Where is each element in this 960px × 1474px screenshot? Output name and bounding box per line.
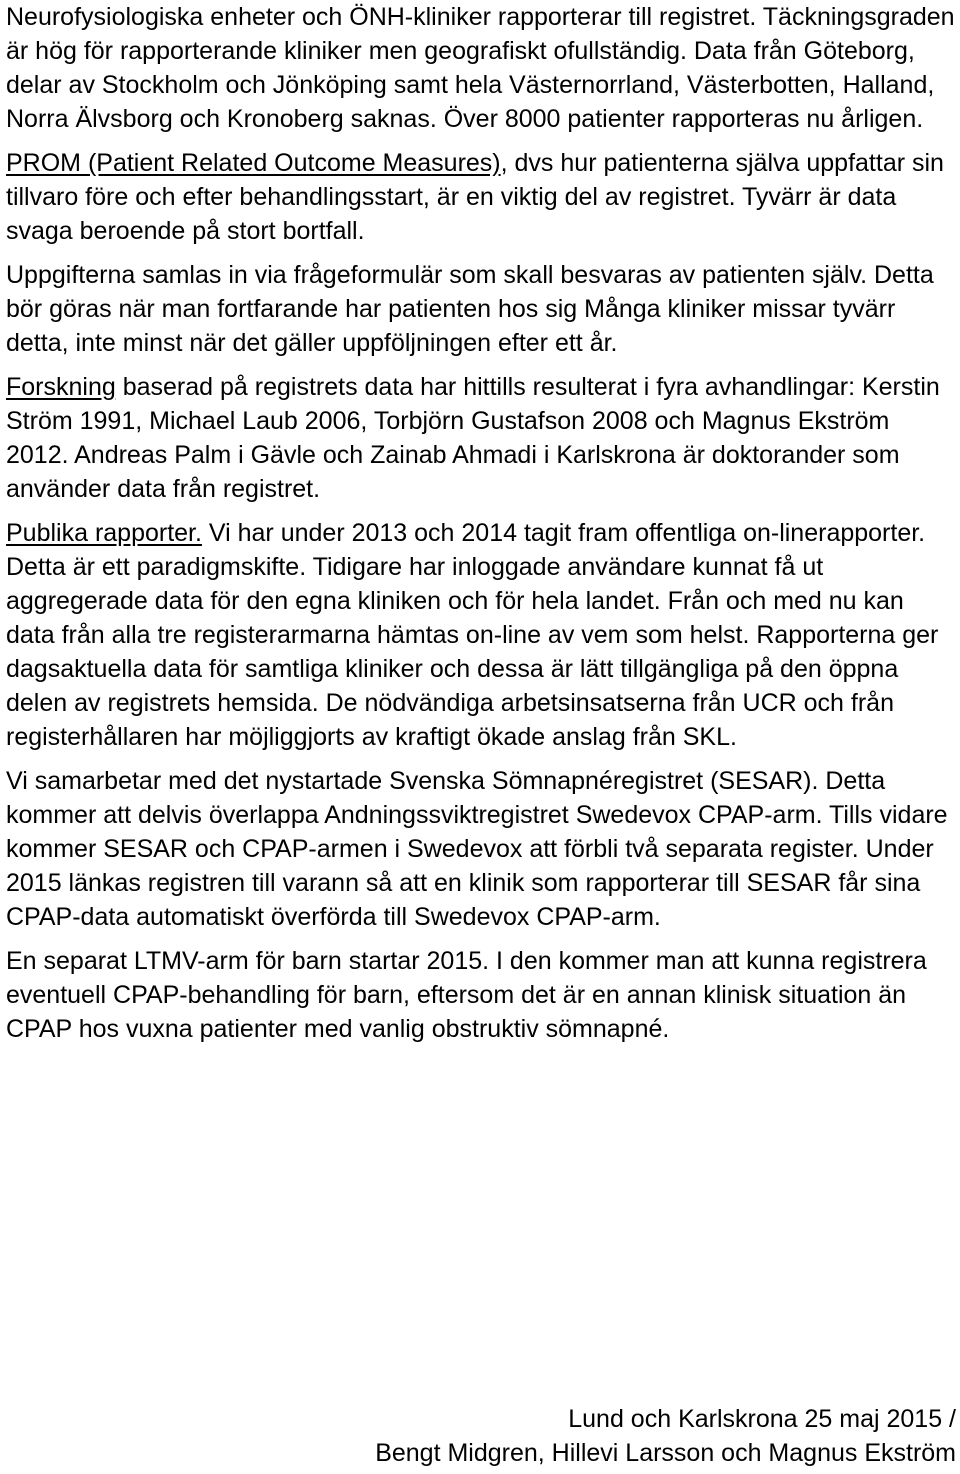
paragraph-sesar <box>6 764 956 934</box>
paragraph-text: Neurofysiologiska enheter och ÖNH-kliniker rapporterar till registret. Täckningsgraden är hög för rapporterande kliniker men geografiskt ofullständig. Data från Göteborg, delar av Stockholm och Jönköping samt hela Västernorrland, Västerbotten, Halland, Norra Älvsborg och Kronoberg saknas. Över 8000 patienter rapporteras nu årligen. <box>6 3 955 133</box>
paragraph-ltmv <box>6 944 956 1046</box>
document-body <box>6 0 956 1056</box>
paragraph-text: Uppgifterna samlas in via frågeformulär som skall besvaras av patienten själv. Detta bör göras när man fortfarande har patienten hos sig Många kliniker missar tyvärr detta, inte minst när det gäller uppföljningen efter ett år. <box>6 261 934 357</box>
paragraph-text: Vi har under 2013 och 2014 tagit fram offentliga on-linerapporter. Detta är ett paradigmskifte. Tidigare har inloggade användare kunnat få ut aggregerade data för den egna kliniken och för hela landet. Från och med nu kan data från alla tre registerarmarna hämtas on-line av vem som helst. Rapporterna ger dagsaktuella data för samtliga kliniker och dessa är lätt tillgängliga på den öppna delen av registrets hemsida. De nödvändiga arbetsinsatserna från UCR och från registerhållaren har möjliggjorts av kraftigt ökade anslag från SKL. <box>6 519 939 751</box>
prom-link[interactable]: PROM (Patient Related Outcome Measures) <box>6 149 501 177</box>
research-link[interactable]: Forskning <box>6 373 116 401</box>
paragraph-questionnaire <box>6 258 956 360</box>
public-reports-link[interactable]: Publika rapporter. <box>6 519 202 547</box>
paragraph-coverage <box>6 0 956 136</box>
paragraph-prom <box>6 146 956 248</box>
signature-place-date: Lund och Karlskrona 25 maj 2015 / <box>568 1405 956 1433</box>
paragraph-research <box>6 370 956 506</box>
paragraph-text: Vi samarbetar med det nystartade Svenska Sömnapnéregistret (SESAR). Detta kommer att delvis överlappa Andningssviktregistret Swedevox CPAP-arm. Tills vidare kommer SESAR och CPAP-armen i Swedevox att förbli två separata register. Under 2015 länkas registren till varann så att en klinik som rapporterar till SESAR får sina CPAP-data automatiskt överförda till Swedevox CPAP-arm. <box>6 767 948 931</box>
paragraph-text: , dvs hur patienterna själva uppfattar sin tillvaro före och efter behandlingsstart, är en viktig del av registret. Tyvärr är data svaga beroende på stort bortfall. <box>6 149 944 245</box>
paragraph-public-reports <box>6 516 956 754</box>
signature-authors: Bengt Midgren, Hillevi Larsson och Magnus Ekström <box>375 1439 956 1467</box>
paragraph-text: En separat LTMV-arm för barn startar 2015. I den kommer man att kunna registrera eventuell CPAP-behandling för barn, eftersom det är en annan klinisk situation än CPAP hos vuxna patienter med vanlig obstruktiv sömnapné. <box>6 947 927 1043</box>
paragraph-text: baserad på registrets data har hittills resulterat i fyra avhandlingar: Kerstin Ström 1991, Michael Laub 2006, Torbjörn Gustafson 2008 och Magnus Ekström 2012. Andreas Palm i Gävle och Zainab Ahmadi i Karlskrona är doktorander som använder data från registret. <box>6 373 940 503</box>
signature-block <box>375 1402 956 1470</box>
